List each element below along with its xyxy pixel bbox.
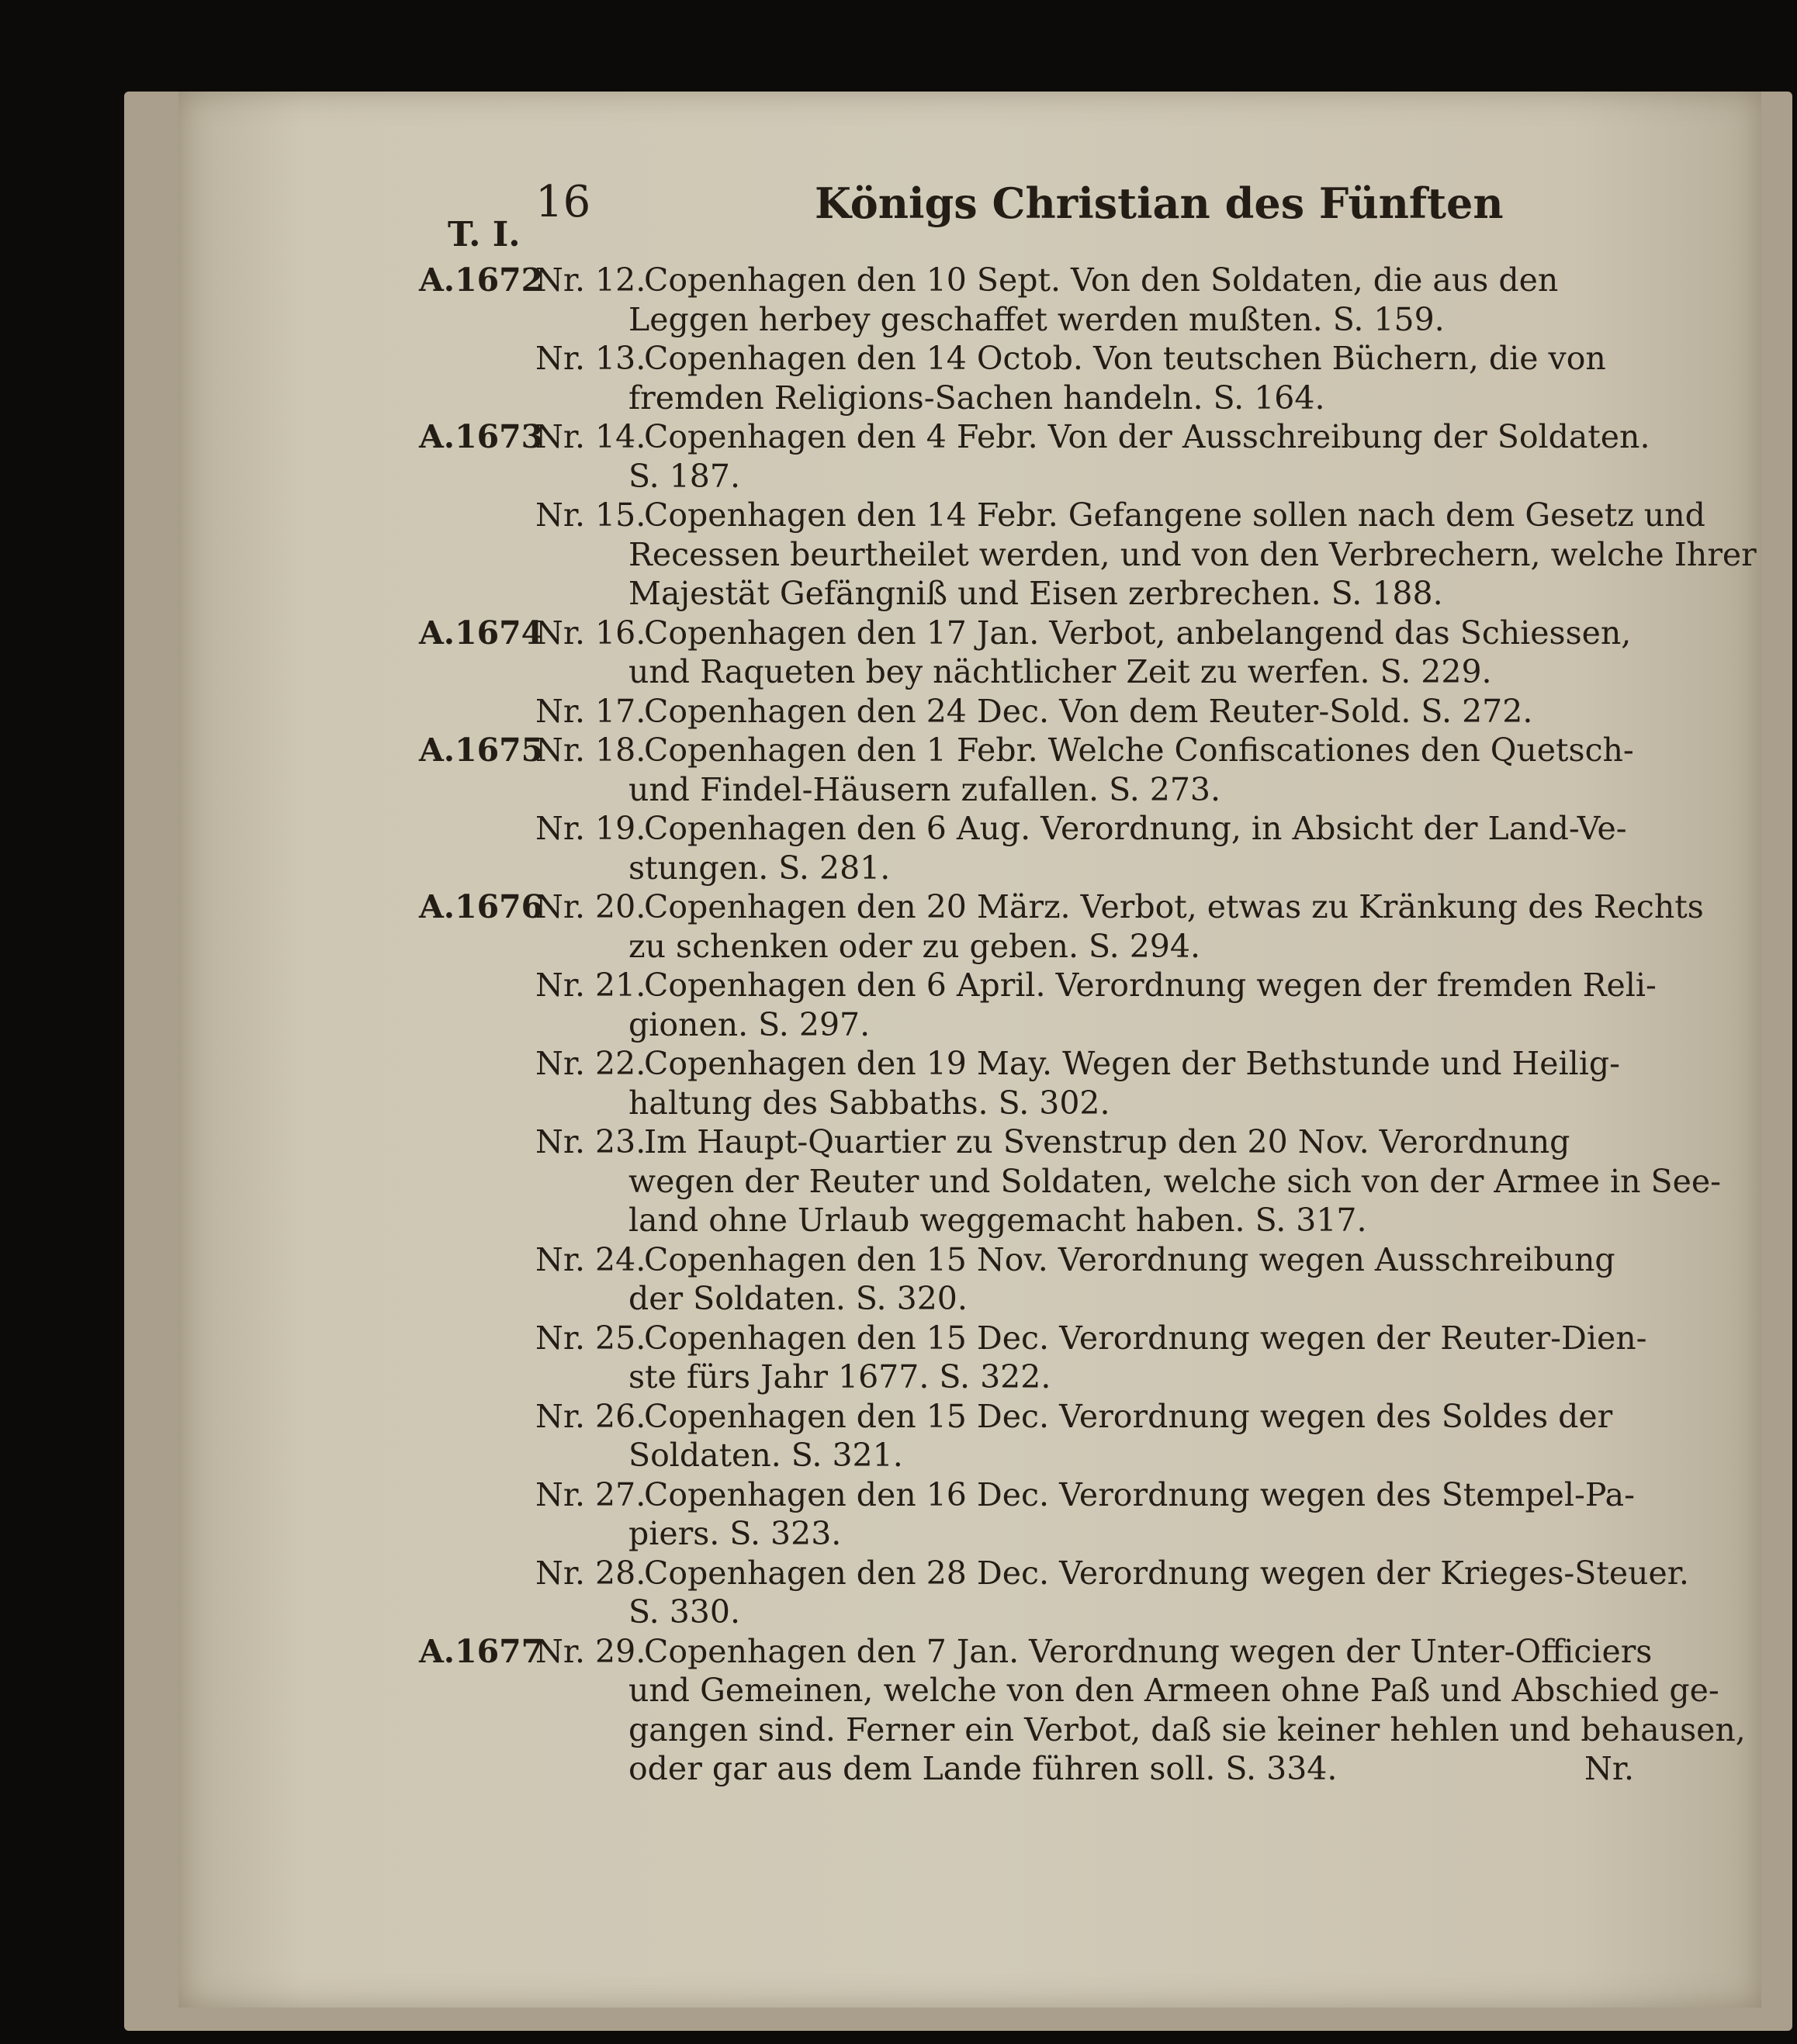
entry-number: Nr. 22. bbox=[535, 1045, 646, 1082]
entry-continuation: S. 187. bbox=[628, 457, 740, 495]
entry-line bbox=[0, 1005, 1797, 1044]
entry-text: Copenhagen den 24 Dec. Von dem Reuter-Sold. S. 272. bbox=[644, 692, 1533, 730]
entry-text: Copenhagen den 7 Jan. Verordnung wegen der Unter-Officiers bbox=[644, 1632, 1653, 1670]
entry-continuation: haltung des Sabbaths. S. 302. bbox=[628, 1084, 1110, 1122]
entry-number: Nr. 19. bbox=[535, 810, 646, 847]
entry-line bbox=[0, 692, 1797, 731]
year-marker: A.1672 bbox=[419, 261, 544, 299]
entry-number: Nr. 29. bbox=[535, 1632, 646, 1670]
entry-line bbox=[0, 1084, 1797, 1122]
entry-number: Nr. 14. bbox=[535, 418, 646, 455]
entry-line bbox=[0, 574, 1797, 613]
entry-text: Copenhagen den 17 Jan. Verbot, anbelangend das Schiessen, bbox=[644, 614, 1632, 652]
entry-number: Nr. 15. bbox=[535, 496, 646, 534]
entry-line bbox=[0, 1122, 1797, 1161]
entry-line bbox=[0, 849, 1797, 887]
entry-line bbox=[0, 339, 1797, 378]
entry-continuation: und Findel-Häusern zufallen. S. 273. bbox=[628, 770, 1221, 808]
entry-line bbox=[0, 1593, 1797, 1631]
entry-continuation: gionen. S. 297. bbox=[628, 1005, 871, 1043]
entry-text: Im Haupt-Quartier zu Svenstrup den 20 Nov. Verordnung bbox=[644, 1123, 1570, 1160]
entry-line bbox=[0, 457, 1797, 496]
entry-number: Nr. 13. bbox=[535, 340, 646, 377]
entry-number: Nr. 26. bbox=[535, 1397, 646, 1435]
entry-line bbox=[0, 1201, 1797, 1240]
entry-number: Nr. 25. bbox=[535, 1319, 646, 1357]
entry-line bbox=[0, 927, 1797, 966]
entry-continuation: ste fürs Jahr 1677. S. 322. bbox=[628, 1358, 1051, 1396]
entry-text: Copenhagen den 4 Febr. Von der Ausschreibung der Soldaten. bbox=[644, 418, 1650, 455]
entry-line bbox=[0, 1554, 1797, 1593]
entry-line bbox=[0, 1240, 1797, 1279]
entry-line bbox=[0, 1710, 1797, 1749]
entry-line bbox=[0, 731, 1797, 770]
entry-line bbox=[0, 379, 1797, 417]
entry-number: Nr. 28. bbox=[535, 1554, 646, 1592]
year-marker: A.1675 bbox=[419, 731, 544, 769]
entry-continuation: oder gar aus dem Lande führen soll. S. 334. bbox=[628, 1750, 1338, 1787]
entry-line bbox=[0, 1749, 1797, 1788]
entry-continuation: S. 330. bbox=[628, 1593, 740, 1631]
entry-continuation: Recessen beurtheilet werden, und von den Verbrechern, welche Ihrer bbox=[628, 535, 1757, 573]
entry-line bbox=[0, 1319, 1797, 1357]
entry-continuation: Soldaten. S. 321. bbox=[628, 1437, 903, 1474]
entry-text: Copenhagen den 14 Octob. Von teutschen Büchern, die von bbox=[644, 340, 1606, 377]
entry-text: Copenhagen den 15 Nov. Verordnung wegen Ausschreibung bbox=[644, 1240, 1615, 1278]
year-marker: A.1674 bbox=[419, 614, 544, 652]
entry-continuation: der Soldaten. S. 320. bbox=[628, 1280, 968, 1317]
entry-text: Copenhagen den 15 Dec. Verordnung wegen des Soldes der bbox=[644, 1397, 1613, 1435]
entry-number: Nr. 27. bbox=[535, 1475, 646, 1513]
entry-line bbox=[0, 300, 1797, 339]
entry-line bbox=[0, 417, 1797, 456]
entry-text: Copenhagen den 6 April. Verordnung wegen der fremden Reli- bbox=[644, 967, 1657, 1004]
entry-number: Nr. 24. bbox=[535, 1240, 646, 1278]
entry-line bbox=[0, 614, 1797, 652]
entry-line bbox=[0, 770, 1797, 809]
entry-continuation: piers. S. 323. bbox=[628, 1515, 842, 1552]
entry-continuation: fremden Religions-Sachen handeln. S. 164. bbox=[628, 379, 1325, 417]
entry-text: Copenhagen den 28 Dec. Verordnung wegen der Krieges-Steuer. bbox=[644, 1554, 1689, 1592]
entry-line bbox=[0, 966, 1797, 1005]
entry-number: Nr. 21. bbox=[535, 967, 646, 1004]
entry-number: Nr. 12. bbox=[535, 261, 646, 299]
page-number: 16 bbox=[535, 177, 591, 227]
entry-text: Copenhagen den 20 März. Verbot, etwas zu Kränkung des Rechts bbox=[644, 888, 1704, 925]
entry-line bbox=[0, 261, 1797, 299]
entry-number: Nr. 18. bbox=[535, 731, 646, 769]
volume-mark: T. I. bbox=[448, 215, 521, 254]
entry-line bbox=[0, 1162, 1797, 1201]
entry-line bbox=[0, 1044, 1797, 1083]
entry-line bbox=[0, 1436, 1797, 1475]
entry-line bbox=[0, 887, 1797, 926]
entry-continuation: und Raqueten bey nächtlicher Zeit zu werfen. S. 229. bbox=[628, 653, 1492, 690]
entry-number: Nr. 20. bbox=[535, 888, 646, 925]
entry-line bbox=[0, 1475, 1797, 1514]
running-title: Königs Christian des Fünften bbox=[815, 178, 1504, 228]
entry-number: Nr. 23. bbox=[535, 1123, 646, 1160]
entry-line bbox=[0, 1397, 1797, 1436]
entry-number: Nr. 17. bbox=[535, 692, 646, 730]
year-marker: A.1676 bbox=[419, 888, 544, 925]
entry-text: Copenhagen den 6 Aug. Verordnung, in Absicht der Land-Ve- bbox=[644, 810, 1627, 847]
entry-text: Copenhagen den 16 Dec. Verordnung wegen des Stempel-Pa- bbox=[644, 1475, 1635, 1513]
year-marker: A.1673 bbox=[419, 418, 544, 455]
entry-number: Nr. 16. bbox=[535, 614, 646, 652]
entry-text: Copenhagen den 14 Febr. Gefangene sollen nach dem Gesetz und bbox=[644, 496, 1705, 534]
entry-continuation: und Gemeinen, welche von den Armeen ohne Paß und Abschied ge- bbox=[628, 1672, 1719, 1709]
entry-continuation: zu schenken oder zu geben. S. 294. bbox=[628, 927, 1200, 965]
entry-text: Copenhagen den 15 Dec. Verordnung wegen der Reuter-Dien- bbox=[644, 1319, 1647, 1357]
entry-line bbox=[0, 1671, 1797, 1710]
entry-continuation: wegen der Reuter und Soldaten, welche sich von der Armee in See- bbox=[628, 1162, 1722, 1200]
entry-line bbox=[0, 652, 1797, 691]
entry-line bbox=[0, 1632, 1797, 1671]
year-marker: A.1677 bbox=[419, 1632, 544, 1670]
entry-line bbox=[0, 1279, 1797, 1318]
entry-continuation: stungen. S. 281. bbox=[628, 849, 891, 887]
entry-line bbox=[0, 535, 1797, 574]
entry-continuation: land ohne Urlaub weggemacht haben. S. 317. bbox=[628, 1202, 1367, 1239]
entry-text: Copenhagen den 19 May. Wegen der Bethstunde und Heilig- bbox=[644, 1045, 1620, 1082]
entry-text: Copenhagen den 10 Sept. Von den Soldaten, die aus den bbox=[644, 261, 1559, 299]
entry-text: Copenhagen den 1 Febr. Welche Confiscationes den Quetsch- bbox=[644, 731, 1634, 769]
entry-line bbox=[0, 1357, 1797, 1396]
entry-line bbox=[0, 809, 1797, 848]
entry-continuation: gangen sind. Ferner ein Verbot, daß sie keiner hehlen und behausen, bbox=[628, 1710, 1746, 1748]
entry-continuation: Majestät Gefängniß und Eisen zerbrechen. S. 188. bbox=[628, 575, 1443, 612]
catchword: Nr. bbox=[1584, 1750, 1634, 1787]
entry-continuation: Leggen herbey geschaffet werden mußten. S. 159. bbox=[628, 300, 1445, 338]
entry-line bbox=[0, 1514, 1797, 1553]
entry-line bbox=[0, 496, 1797, 534]
